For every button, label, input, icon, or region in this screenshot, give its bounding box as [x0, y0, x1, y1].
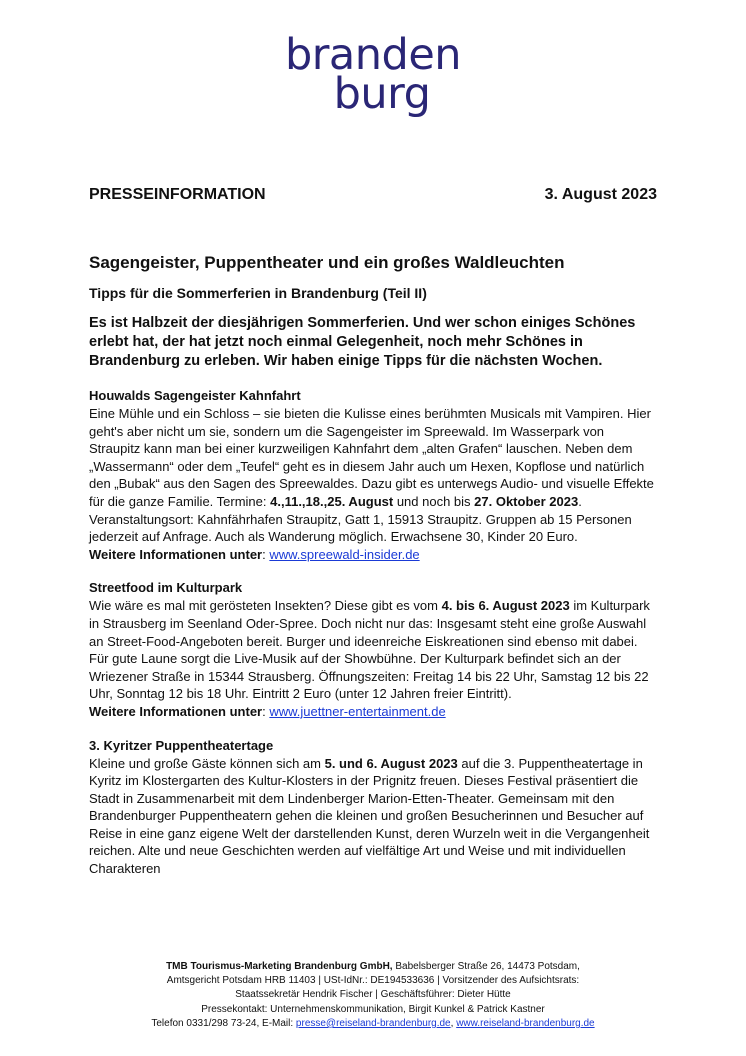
info-line: Weitere Informationen unter: www.spreewald-insider.de: [89, 546, 420, 562]
press-header: [89, 186, 657, 204]
footer-line-3: Staatssekretär Hendrik Fischer | Geschäftsführer: Dieter Hütte: [235, 989, 511, 1001]
date-highlight: 4.,11.,18.,25. August: [270, 493, 394, 509]
section-title: Houwalds Sagengeister Kahnfahrt: [89, 388, 301, 403]
text-fragment: auf die 3. Puppentheatertage in Kyritz im Klostergarten des Kultur-Klosters in der Prignitz freuen. Dieses Festival präsentiert die Stadt in Zusammenarbeit mit dem Lindenberger Marion-Etten-Theater. Gemeinsam mit den Brandenburger Puppentheatern gehen die kleinen und großen Besucherinnen und Besucher auf Reise in eine ganz eigene Welt der darstellenden Kunst, deren Wurzeln weit in die Vergangenheit reichen. Alte und neue Geschichten werden auf vielfältige Art und Weise und mit individuellen Charakteren: [89, 755, 650, 877]
info-link[interactable]: www.juettner-entertainment.de: [269, 703, 446, 719]
subheadline: Tipps für die Sommerferien in Brandenburg (Teil II): [89, 285, 427, 301]
section-title: 3. Kyritzer Puppentheatertage: [89, 737, 274, 753]
text-fragment: . Veranstaltungsort: Kahnfährhafen Straupitz, Gatt 1, 15913 Straupitz. Gruppen ab 15 Personen jederzeit auf Anfrage. Auch als Wanderung möglich. Erwachsene 30, Kinder 20 Euro.: [89, 493, 632, 545]
section-text: [89, 405, 657, 546]
date-highlight: 27. Oktober 2023: [474, 493, 579, 509]
section-text: [89, 597, 657, 703]
info-label: Weitere Informationen unter: [89, 703, 263, 719]
press-label: PRESSEINFORMATION: [89, 186, 266, 203]
footer-line-2: Amtsgericht Potsdam HRB 11403 | USt-IdNr.: DE194533636 | Vorsitzender des Aufsichtsrats:: [166, 975, 580, 987]
info-label: Weitere Informationen unter: [89, 546, 263, 562]
info-link[interactable]: www.spreewald-insider.de: [269, 546, 420, 562]
footer-address: Babelsberger Straße 26, 14473 Potsdam,: [392, 961, 580, 972]
section-title: Streetfood im Kulturpark: [89, 580, 243, 596]
footer-line-4: Pressekontakt: Unternehmenskommunikation, Birgit Kunkel & Patrick Kastner: [201, 1003, 545, 1015]
text-fragment: Kleine und große Gäste können sich am: [89, 755, 325, 771]
footer-line-1: [0, 960, 746, 974]
footer-website-link[interactable]: www.reiseland-brandenburg.de: [456, 1017, 595, 1029]
footer-line-5: [0, 1017, 746, 1031]
info-line: Weitere Informationen unter: www.juettner-entertainment.de: [89, 703, 446, 719]
footer: [0, 960, 746, 1031]
logo-line-2: burg: [333, 69, 431, 119]
section-puppentheater: [89, 737, 657, 878]
brandenburg-logo: [0, 30, 746, 119]
lead-paragraph: Es ist Halbzeit der diesjährigen Sommerferien. Und wer schon einiges Schönes erlebt hat, der hat jetzt noch einmal Gelegenheit, noch mehr Schönes in Brandenburg zu erleben. Wir haben einige Tipps für die nächsten Wochen.: [89, 315, 636, 369]
text-fragment: Eine Mühle und ein Schloss – sie bieten die Kulisse eines berühmten Musicals mit Vampiren. Hier geht's aber nicht um sie, sondern um die Sagengeister im Spreewald. Im Wasserpark von Straupitz kann man bei einer kurzweiligen Kahnfahrt dem „alten Grafen“ lauschen. Neben dem „Wassermann“ oder dem „Teufel“ geht es in diesem Jahr auch um Hexen, Kopflose und natürlich den „Bubak“ aus den Sagen des Spreewaldes. Dazu gibt es unterwegs Audio- und visuelle Effekte für die ganze Familie. Termine:: [89, 406, 654, 509]
section-kahnfahrt: [89, 387, 657, 563]
text-fragment: im Kulturpark in Strausberg im Seenland Oder-Spree. Doch nicht nur das: Insgesamt steht eine große Auswahl an Street-Food-Angeboten bereit. Burger und ideenreiche Eiskreationen sind ebenso mit dabei. Für gute Laune sorgt die Live-Musik auf der Showbühne. Der Kulturpark befindet sich an der Wriezener Straße in 15344 Strausberg. Öffnungszeiten: Freitag 14 bis 22 Uhr, Samstag 12 bis 22 Uhr, Sonntag 12 bis 18 Uhr. Eintritt 2 Euro (unter 12 Jahren freier Eintritt).: [89, 598, 650, 702]
footer-company: TMB Tourismus-Marketing Brandenburg GmbH,: [166, 961, 393, 972]
date-highlight: 4. bis 6. August 2023: [441, 598, 570, 614]
date-highlight: 5. und 6. August 2023: [324, 755, 458, 771]
press-date: 3. August 2023: [544, 186, 657, 203]
section-text: [89, 755, 657, 878]
text-fragment: Wie wäre es mal mit gerösteten Insekten? Diese gibt es vom: [89, 598, 442, 614]
logo-line-1: branden: [284, 30, 462, 80]
footer-email-link[interactable]: presse@reiseland-brandenburg.de: [295, 1017, 451, 1029]
text-fragment: und noch bis: [393, 493, 475, 509]
document-body: [89, 252, 657, 878]
footer-phone: Telefon 0331/298 73-24, E-Mail:: [151, 1017, 296, 1029]
footer-separator: ,: [450, 1017, 457, 1029]
headline: Sagengeister, Puppentheater und ein großes Waldleuchten: [89, 253, 565, 272]
section-streetfood: [89, 579, 657, 720]
